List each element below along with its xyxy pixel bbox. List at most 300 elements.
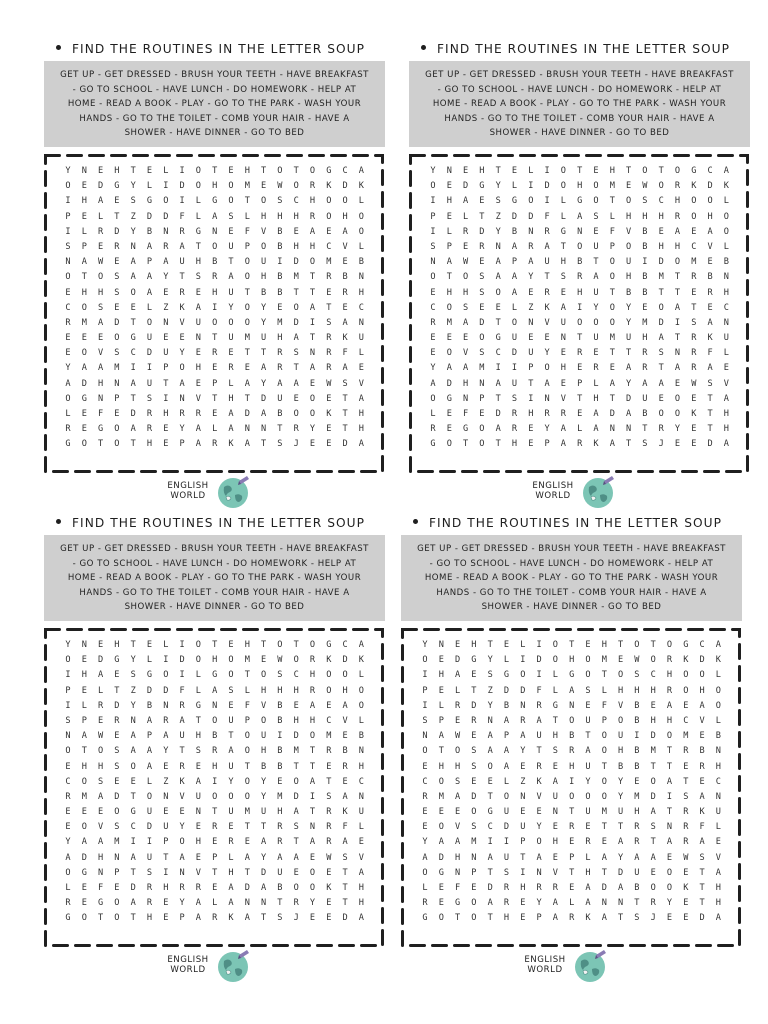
grid-letter[interactable]: U [536, 731, 542, 742]
grid-letter[interactable]: M [326, 257, 332, 268]
grid-letter[interactable]: A [130, 378, 136, 389]
grid-letter[interactable]: U [261, 731, 267, 742]
grid-letter[interactable]: M [446, 317, 452, 328]
grid-letter[interactable]: D [342, 439, 348, 450]
grid-letter[interactable]: O [471, 898, 477, 909]
grid-letter[interactable]: O [455, 746, 461, 757]
grid-letter[interactable]: M [81, 791, 87, 802]
grid-letter[interactable]: O [577, 241, 583, 252]
grid-letter[interactable]: H [358, 898, 364, 909]
grid-letter[interactable]: H [438, 761, 444, 772]
grid-letter[interactable]: N [626, 424, 632, 435]
grid-letter[interactable]: D [114, 700, 120, 711]
grid-letter[interactable]: E [163, 913, 169, 924]
grid-letter[interactable]: D [650, 731, 656, 742]
grid-letter[interactable]: T [569, 640, 575, 650]
grid-letter[interactable]: A [81, 731, 87, 742]
grid-letter[interactable]: K [326, 883, 332, 893]
grid-letter[interactable]: N [195, 333, 201, 344]
grid-letter[interactable]: L [593, 378, 599, 389]
grid-letter[interactable]: O [601, 731, 607, 742]
grid-letter[interactable]: Y [261, 852, 267, 863]
grid-letter[interactable]: O [195, 166, 201, 176]
grid-letter[interactable]: K [683, 655, 689, 666]
grid-letter[interactable]: A [195, 302, 201, 313]
grid-letter[interactable]: E [358, 363, 364, 374]
grid-letter[interactable]: E [422, 807, 428, 818]
grid-letter[interactable]: H [511, 439, 518, 450]
grid-letter[interactable]: L [463, 211, 469, 222]
grid-letter[interactable]: H [626, 272, 632, 283]
grid-letter[interactable]: N [609, 424, 615, 435]
grid-letter[interactable]: H [552, 837, 558, 848]
grid-letter[interactable]: K [358, 655, 364, 666]
grid-letter[interactable]: T [674, 272, 681, 283]
grid-letter[interactable]: R [326, 333, 332, 344]
grid-letter[interactable]: T [495, 166, 501, 176]
grid-letter[interactable]: N [723, 317, 729, 328]
grid-letter[interactable]: A [666, 776, 673, 787]
grid-letter[interactable]: E [146, 640, 153, 650]
grid-letter[interactable]: A [536, 715, 542, 726]
grid-letter[interactable]: O [179, 363, 185, 374]
grid-letter[interactable]: A [455, 837, 461, 848]
grid-letter[interactable]: A [309, 226, 316, 237]
grid-letter[interactable]: A [715, 913, 721, 924]
grid-letter[interactable]: R [666, 685, 673, 696]
grid-letter[interactable]: B [626, 287, 632, 298]
grid-letter[interactable]: R [691, 363, 697, 374]
grid-letter[interactable]: T [261, 439, 267, 450]
grid-letter[interactable]: I [569, 776, 575, 787]
grid-letter[interactable]: O [683, 670, 689, 681]
grid-letter[interactable]: E [430, 333, 436, 344]
grid-letter[interactable]: H [520, 883, 526, 893]
grid-letter[interactable]: I [544, 196, 550, 207]
grid-letter[interactable]: R [552, 883, 558, 893]
grid-letter[interactable]: T [342, 867, 348, 878]
grid-letter[interactable]: H [309, 670, 316, 681]
grid-letter[interactable]: E [309, 852, 316, 863]
grid-letter[interactable]: F [244, 226, 250, 237]
grid-letter[interactable]: F [342, 822, 348, 833]
grid-letter[interactable]: T [342, 898, 348, 909]
grid-letter[interactable]: H [358, 761, 364, 772]
grid-letter[interactable]: I [520, 655, 526, 666]
grid-letter[interactable]: A [342, 700, 348, 711]
grid-letter[interactable]: T [261, 640, 267, 650]
grid-letter[interactable]: C [65, 302, 71, 313]
grid-letter[interactable]: L [438, 700, 444, 711]
grid-letter[interactable]: M [601, 655, 607, 666]
grid-letter[interactable]: O [634, 640, 640, 650]
grid-letter[interactable]: F [601, 700, 607, 711]
grid-letter[interactable]: O [528, 196, 534, 207]
grid-letter[interactable]: A [552, 913, 558, 924]
grid-letter[interactable]: A [552, 898, 558, 909]
grid-letter[interactable]: H [577, 181, 583, 192]
grid-letter[interactable]: E [642, 302, 648, 313]
grid-letter[interactable]: P [471, 867, 477, 878]
grid-letter[interactable]: E [528, 333, 534, 344]
grid-letter[interactable]: K [326, 655, 332, 666]
grid-letter[interactable]: B [277, 272, 283, 283]
grid-letter[interactable]: A [723, 439, 729, 450]
grid-letter[interactable]: U [228, 241, 234, 252]
grid-letter[interactable]: O [438, 822, 444, 833]
grid-letter[interactable]: R [326, 807, 332, 818]
grid-letter[interactable]: M [634, 791, 640, 802]
grid-letter[interactable]: A [715, 867, 721, 878]
grid-letter[interactable]: H [261, 272, 267, 283]
grid-letter[interactable]: N [358, 317, 364, 328]
grid-letter[interactable]: H [658, 241, 664, 252]
grid-letter[interactable]: O [446, 348, 452, 359]
grid-letter[interactable]: B [715, 731, 721, 742]
grid-letter[interactable]: H [569, 655, 575, 666]
grid-letter[interactable]: T [446, 272, 452, 283]
grid-letter[interactable]: O [212, 715, 218, 726]
grid-letter[interactable]: S [707, 378, 713, 389]
grid-letter[interactable]: L [146, 655, 153, 666]
grid-letter[interactable]: I [503, 837, 510, 848]
grid-letter[interactable]: H [577, 287, 583, 298]
grid-letter[interactable]: F [98, 409, 104, 419]
grid-letter[interactable]: E [195, 348, 201, 359]
grid-letter[interactable]: R [707, 287, 713, 298]
grid-letter[interactable]: Y [487, 655, 493, 666]
grid-letter[interactable]: Y [536, 822, 542, 833]
grid-letter[interactable]: T [691, 302, 697, 313]
grid-letter[interactable]: N [358, 272, 364, 283]
grid-letter[interactable]: O [81, 913, 87, 924]
grid-letter[interactable]: L [81, 226, 87, 237]
grid-letter[interactable]: L [195, 196, 201, 207]
grid-letter[interactable]: Z [528, 302, 534, 313]
grid-letter[interactable]: O [691, 196, 697, 207]
grid-letter[interactable]: D [479, 226, 485, 237]
grid-letter[interactable]: T [495, 393, 501, 404]
grid-letter[interactable]: M [326, 731, 332, 742]
grid-letter[interactable]: P [528, 363, 534, 374]
grid-letter[interactable]: H [560, 363, 566, 374]
grid-letter[interactable]: K [723, 181, 729, 192]
grid-letter[interactable]: M [642, 317, 648, 328]
grid-letter[interactable]: R [544, 287, 550, 298]
grid-letter[interactable]: V [179, 791, 185, 802]
grid-letter[interactable]: C [495, 348, 501, 359]
grid-letter[interactable]: I [309, 791, 316, 802]
grid-letter[interactable]: O [650, 776, 656, 787]
grid-letter[interactable]: P [244, 241, 250, 252]
grid-letter[interactable]: P [609, 241, 615, 252]
grid-letter[interactable]: E [658, 226, 664, 237]
grid-letter[interactable]: L [560, 196, 566, 207]
grid-letter[interactable]: N [130, 715, 136, 726]
grid-letter[interactable]: E [699, 731, 705, 742]
grid-letter[interactable]: A [81, 257, 87, 268]
grid-letter[interactable]: T [699, 883, 705, 893]
grid-letter[interactable]: A [163, 731, 169, 742]
grid-letter[interactable]: L [511, 302, 518, 313]
grid-letter[interactable]: C [293, 670, 299, 681]
grid-letter[interactable]: L [560, 211, 566, 222]
grid-letter[interactable]: A [446, 257, 452, 268]
grid-letter[interactable]: P [520, 837, 526, 848]
grid-letter[interactable]: E [114, 670, 120, 681]
grid-letter[interactable]: O [626, 241, 632, 252]
grid-letter[interactable]: N [309, 822, 316, 833]
grid-letter[interactable]: T [658, 166, 664, 176]
grid-letter[interactable]: A [358, 640, 364, 650]
grid-letter[interactable]: T [479, 211, 485, 222]
grid-letter[interactable]: A [463, 196, 469, 207]
grid-letter[interactable]: N [674, 348, 681, 359]
grid-letter[interactable]: V [195, 867, 201, 878]
grid-letter[interactable]: O [309, 640, 316, 650]
grid-letter[interactable]: L [358, 670, 364, 681]
grid-letter[interactable]: Y [130, 226, 136, 237]
grid-letter[interactable]: O [601, 776, 607, 787]
grid-letter[interactable]: U [511, 378, 518, 389]
grid-letter[interactable]: R [528, 241, 534, 252]
grid-letter[interactable]: W [326, 378, 332, 389]
grid-letter[interactable]: T [309, 746, 316, 757]
grid-letter[interactable]: B [642, 241, 648, 252]
grid-letter[interactable]: A [130, 746, 136, 757]
grid-letter[interactable]: H [666, 670, 673, 681]
grid-letter[interactable]: R [212, 439, 218, 450]
grid-letter[interactable]: E [495, 302, 501, 313]
grid-letter[interactable]: R [683, 822, 689, 833]
grid-letter[interactable]: T [130, 439, 136, 450]
grid-letter[interactable]: D [438, 852, 444, 863]
grid-letter[interactable]: A [293, 333, 299, 344]
grid-letter[interactable]: W [634, 655, 640, 666]
grid-letter[interactable]: L [212, 898, 218, 909]
grid-letter[interactable]: R [511, 409, 518, 419]
grid-letter[interactable]: I [634, 731, 640, 742]
grid-letter[interactable]: A [650, 807, 656, 818]
grid-letter[interactable]: R [683, 746, 689, 757]
grid-letter[interactable]: O [261, 241, 267, 252]
grid-letter[interactable]: R [309, 211, 316, 222]
grid-letter[interactable]: S [277, 196, 283, 207]
grid-letter[interactable]: H [293, 685, 299, 696]
grid-letter[interactable]: E [618, 655, 624, 666]
grid-letter[interactable]: R [503, 883, 510, 893]
grid-letter[interactable]: Y [179, 348, 185, 359]
grid-letter[interactable]: M [293, 746, 299, 757]
grid-letter[interactable]: E [195, 822, 201, 833]
grid-letter[interactable]: H [98, 287, 104, 298]
grid-letter[interactable]: B [634, 883, 640, 893]
grid-letter[interactable]: P [81, 715, 87, 726]
grid-letter[interactable]: R [569, 913, 575, 924]
grid-letter[interactable]: H [98, 852, 104, 863]
grid-letter[interactable]: D [487, 883, 493, 893]
grid-letter[interactable]: W [98, 257, 104, 268]
grid-letter[interactable]: O [609, 302, 615, 313]
grid-letter[interactable]: O [650, 655, 656, 666]
grid-letter[interactable]: U [261, 807, 267, 818]
grid-letter[interactable]: D [130, 883, 136, 893]
grid-letter[interactable]: M [609, 333, 615, 344]
grid-letter[interactable]: R [179, 226, 185, 237]
grid-letter[interactable]: P [146, 257, 153, 268]
grid-letter[interactable]: E [114, 257, 120, 268]
grid-letter[interactable]: H [650, 685, 656, 696]
grid-letter[interactable]: T [626, 439, 632, 450]
grid-letter[interactable]: E [212, 837, 218, 848]
grid-letter[interactable]: E [479, 302, 485, 313]
grid-letter[interactable]: O [228, 317, 234, 328]
grid-letter[interactable]: L [146, 776, 153, 787]
grid-letter[interactable]: H [244, 166, 250, 176]
grid-letter[interactable]: H [309, 196, 316, 207]
grid-letter[interactable]: S [277, 913, 283, 924]
grid-letter[interactable]: H [358, 409, 364, 419]
grid-letter[interactable]: B [642, 272, 648, 283]
grid-letter[interactable]: A [98, 317, 104, 328]
grid-letter[interactable]: H [585, 867, 591, 878]
grid-letter[interactable]: R [326, 348, 332, 359]
grid-letter[interactable]: M [471, 837, 477, 848]
grid-letter[interactable]: I [520, 867, 526, 878]
grid-letter[interactable]: G [114, 655, 120, 666]
grid-letter[interactable]: T [228, 257, 234, 268]
grid-letter[interactable]: Y [626, 378, 632, 389]
grid-letter[interactable]: M [81, 317, 87, 328]
grid-letter[interactable]: A [577, 211, 583, 222]
grid-letter[interactable]: H [723, 409, 729, 419]
grid-letter[interactable]: O [552, 640, 558, 650]
grid-letter[interactable]: L [244, 685, 250, 696]
grid-letter[interactable]: A [463, 317, 469, 328]
grid-letter[interactable]: D [463, 181, 469, 192]
grid-letter[interactable]: G [511, 196, 518, 207]
grid-letter[interactable]: G [212, 196, 218, 207]
grid-letter[interactable]: I [163, 867, 169, 878]
grid-letter[interactable]: N [715, 746, 721, 757]
grid-letter[interactable]: O [309, 867, 316, 878]
grid-letter[interactable]: T [309, 761, 316, 772]
grid-letter[interactable]: D [98, 655, 104, 666]
grid-letter[interactable]: A [98, 363, 104, 374]
grid-letter[interactable]: A [503, 761, 510, 772]
grid-letter[interactable]: H [715, 761, 721, 772]
grid-letter[interactable]: H [342, 211, 348, 222]
grid-letter[interactable]: O [261, 196, 267, 207]
grid-letter[interactable]: E [463, 241, 469, 252]
grid-letter[interactable]: N [495, 241, 501, 252]
grid-letter[interactable]: U [585, 715, 591, 726]
grid-letter[interactable]: R [146, 424, 153, 435]
grid-letter[interactable]: L [723, 348, 729, 359]
grid-letter[interactable]: D [707, 439, 713, 450]
grid-letter[interactable]: Y [626, 317, 632, 328]
grid-letter[interactable]: U [626, 333, 632, 344]
grid-letter[interactable]: E [585, 640, 591, 650]
grid-letter[interactable]: K [691, 181, 697, 192]
grid-letter[interactable]: O [585, 791, 591, 802]
grid-letter[interactable]: B [277, 409, 283, 419]
grid-letter[interactable]: E [503, 640, 510, 650]
grid-letter[interactable]: T [81, 272, 87, 283]
grid-letter[interactable]: A [626, 363, 632, 374]
grid-letter[interactable]: R [683, 807, 689, 818]
grid-letter[interactable]: O [293, 776, 299, 787]
grid-letter[interactable]: E [179, 807, 185, 818]
grid-letter[interactable]: E [98, 715, 104, 726]
grid-letter[interactable]: Y [626, 302, 632, 313]
grid-letter[interactable]: R [179, 700, 185, 711]
grid-letter[interactable]: Y [261, 378, 267, 389]
grid-letter[interactable]: A [146, 241, 153, 252]
grid-letter[interactable]: O [163, 670, 169, 681]
grid-letter[interactable]: L [65, 409, 71, 419]
grid-letter[interactable]: V [358, 378, 364, 389]
grid-letter[interactable]: D [471, 700, 477, 711]
grid-letter[interactable]: D [626, 393, 632, 404]
grid-letter[interactable]: A [261, 837, 267, 848]
grid-letter[interactable]: R [520, 715, 526, 726]
grid-letter[interactable]: T [487, 640, 493, 650]
grid-letter[interactable]: K [536, 776, 542, 787]
grid-letter[interactable]: T [309, 272, 316, 283]
grid-letter[interactable]: A [228, 409, 234, 419]
grid-letter[interactable]: R [326, 822, 332, 833]
grid-letter[interactable]: O [309, 166, 316, 176]
grid-letter[interactable]: W [277, 655, 283, 666]
grid-letter[interactable]: O [358, 700, 364, 711]
grid-letter[interactable]: N [528, 226, 534, 237]
grid-letter[interactable]: H [277, 333, 283, 344]
grid-letter[interactable]: E [666, 913, 673, 924]
grid-letter[interactable]: T [244, 287, 250, 298]
grid-letter[interactable]: D [98, 181, 104, 192]
grid-letter[interactable]: T [261, 913, 267, 924]
grid-letter[interactable]: N [666, 822, 673, 833]
grid-letter[interactable]: R [511, 424, 518, 435]
grid-letter[interactable]: E [577, 363, 583, 374]
grid-letter[interactable]: T [326, 776, 332, 787]
grid-letter[interactable]: E [65, 822, 71, 833]
grid-letter[interactable]: R [430, 317, 436, 328]
grid-letter[interactable]: H [503, 913, 510, 924]
grid-letter[interactable]: R [98, 700, 104, 711]
grid-letter[interactable]: T [81, 746, 87, 757]
grid-letter[interactable]: L [520, 640, 526, 650]
grid-letter[interactable]: R [228, 363, 234, 374]
grid-letter[interactable]: S [487, 670, 493, 681]
grid-letter[interactable]: M [438, 791, 444, 802]
grid-letter[interactable]: R [634, 822, 640, 833]
grid-letter[interactable]: E [163, 439, 169, 450]
grid-letter[interactable]: A [511, 241, 518, 252]
grid-letter[interactable]: T [212, 333, 218, 344]
grid-letter[interactable]: O [195, 181, 201, 192]
grid-letter[interactable]: A [438, 731, 444, 742]
grid-letter[interactable]: H [146, 913, 153, 924]
grid-letter[interactable]: N [114, 378, 120, 389]
grid-letter[interactable]: O [309, 257, 316, 268]
grid-letter[interactable]: E [228, 640, 234, 650]
grid-letter[interactable]: S [65, 715, 71, 726]
grid-letter[interactable]: E [471, 883, 477, 893]
grid-letter[interactable]: R [536, 883, 542, 893]
grid-letter[interactable]: O [179, 837, 185, 848]
